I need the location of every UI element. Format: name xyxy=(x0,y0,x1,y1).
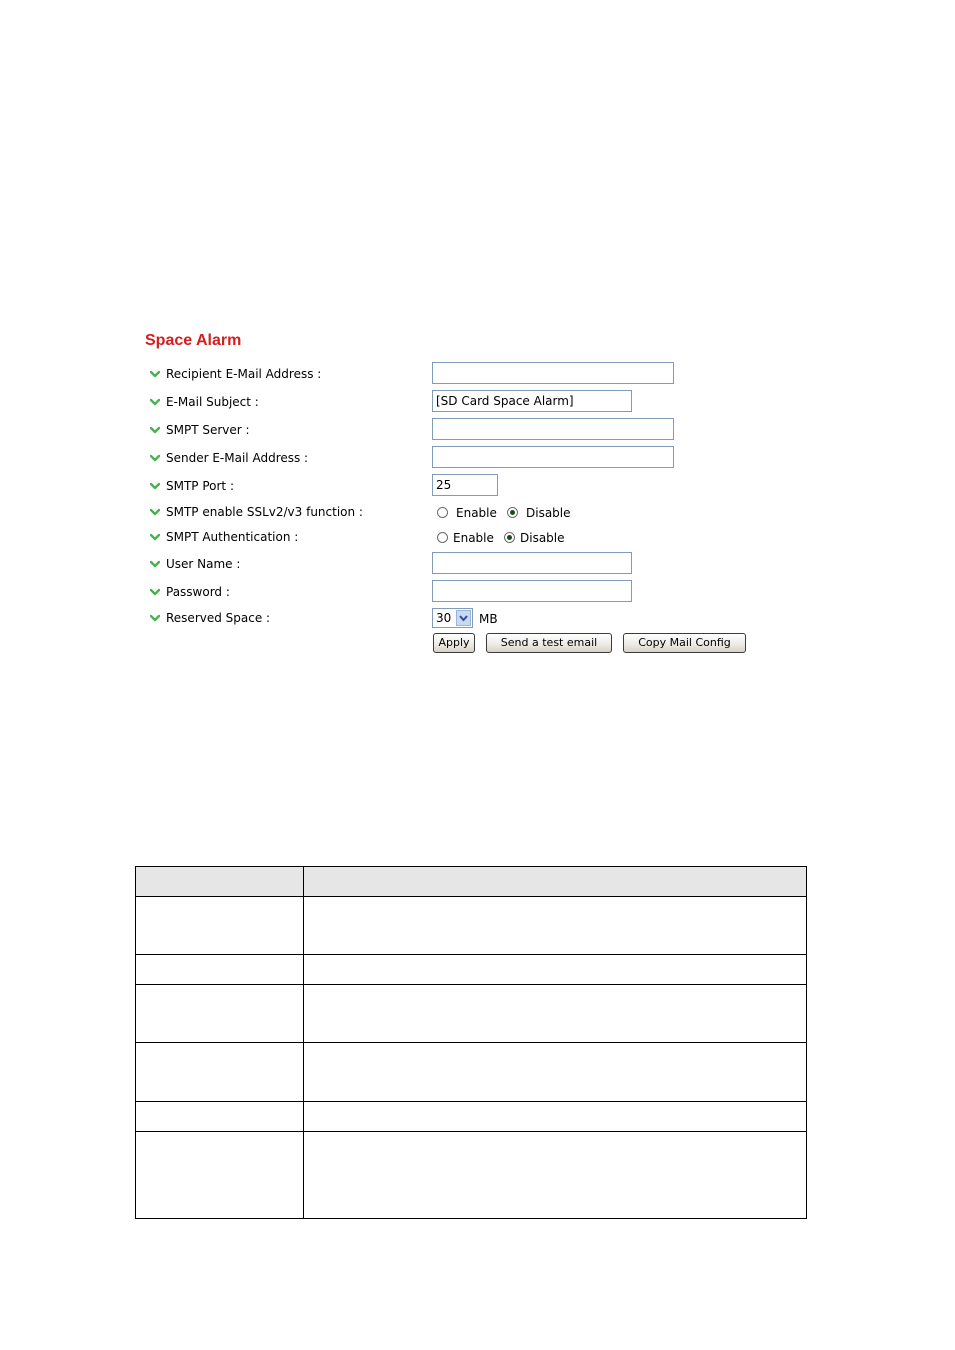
reserved-label: Reserved Space : xyxy=(166,611,271,625)
recipient-label: Recipient E-Mail Address : xyxy=(166,367,322,381)
ssl-disable-label: Disable xyxy=(526,506,571,520)
table-cell xyxy=(304,1043,807,1102)
bullet-icon xyxy=(150,426,160,434)
table-header-cell xyxy=(304,867,807,897)
table-cell xyxy=(136,897,304,955)
password-label: Password : xyxy=(166,585,230,599)
username-input[interactable] xyxy=(432,552,632,574)
ssl-enable-radio[interactable] xyxy=(437,507,448,518)
email-subject-input[interactable] xyxy=(432,390,632,412)
chevron-down-icon[interactable] xyxy=(456,610,471,626)
section-title: Space Alarm xyxy=(145,332,242,349)
table-header-row xyxy=(136,867,807,897)
bullet-icon xyxy=(150,482,160,490)
reserved-space-select[interactable] xyxy=(432,608,473,628)
subject-label: E-Mail Subject : xyxy=(166,395,259,409)
bullet-icon xyxy=(150,454,160,462)
table-cell xyxy=(304,1102,807,1132)
copy-mail-config-button[interactable]: Copy Mail Config xyxy=(623,633,746,653)
send-test-email-button[interactable]: Send a test email xyxy=(486,633,612,653)
reserved-space-unit: MB xyxy=(479,612,498,626)
table-cell xyxy=(304,897,807,955)
table-cell xyxy=(304,955,807,985)
table-row xyxy=(136,1132,807,1219)
table-row xyxy=(136,1102,807,1132)
table-cell xyxy=(304,1132,807,1219)
auth-label: SMPT Authentication : xyxy=(166,530,299,544)
bullet-icon xyxy=(150,533,160,541)
bullet-icon xyxy=(150,398,160,406)
ssl-radio-group xyxy=(437,506,587,524)
recipient-email-input[interactable] xyxy=(432,362,674,384)
description-table xyxy=(135,866,807,1219)
table-cell xyxy=(136,955,304,985)
auth-enable-label: Enable xyxy=(453,531,494,545)
reserved-space-value: 30 xyxy=(436,611,452,625)
smtp-port-label: SMTP Port : xyxy=(166,479,234,493)
password-input[interactable] xyxy=(432,580,632,602)
table-cell xyxy=(136,985,304,1043)
bullet-icon xyxy=(150,588,160,596)
auth-disable-radio[interactable] xyxy=(504,532,515,543)
ssl-label: SMTP enable SSLv2/v3 function : xyxy=(166,505,363,519)
sender-email-input[interactable] xyxy=(432,446,674,468)
table-row xyxy=(136,955,807,985)
table-row xyxy=(136,985,807,1043)
ssl-disable-radio[interactable] xyxy=(507,507,518,518)
table-header-cell xyxy=(136,867,304,897)
table-cell xyxy=(136,1043,304,1102)
smtp-port-input[interactable] xyxy=(432,474,498,496)
bullet-icon xyxy=(150,614,160,622)
smtp-server-label: SMPT Server : xyxy=(166,423,250,437)
auth-radio-group xyxy=(437,531,587,549)
auth-disable-label: Disable xyxy=(520,531,565,545)
apply-button[interactable]: Apply xyxy=(433,633,475,653)
table-cell xyxy=(136,1102,304,1132)
table-row xyxy=(136,1043,807,1102)
table-row xyxy=(136,897,807,955)
smtp-server-input[interactable] xyxy=(432,418,674,440)
table-cell xyxy=(136,1132,304,1219)
sender-label: Sender E-Mail Address : xyxy=(166,451,309,465)
bullet-icon xyxy=(150,560,160,568)
username-label: User Name : xyxy=(166,557,241,571)
table-cell xyxy=(304,985,807,1043)
bullet-icon xyxy=(150,370,160,378)
auth-enable-radio[interactable] xyxy=(437,532,448,543)
ssl-enable-label: Enable xyxy=(456,506,497,520)
bullet-icon xyxy=(150,508,160,516)
